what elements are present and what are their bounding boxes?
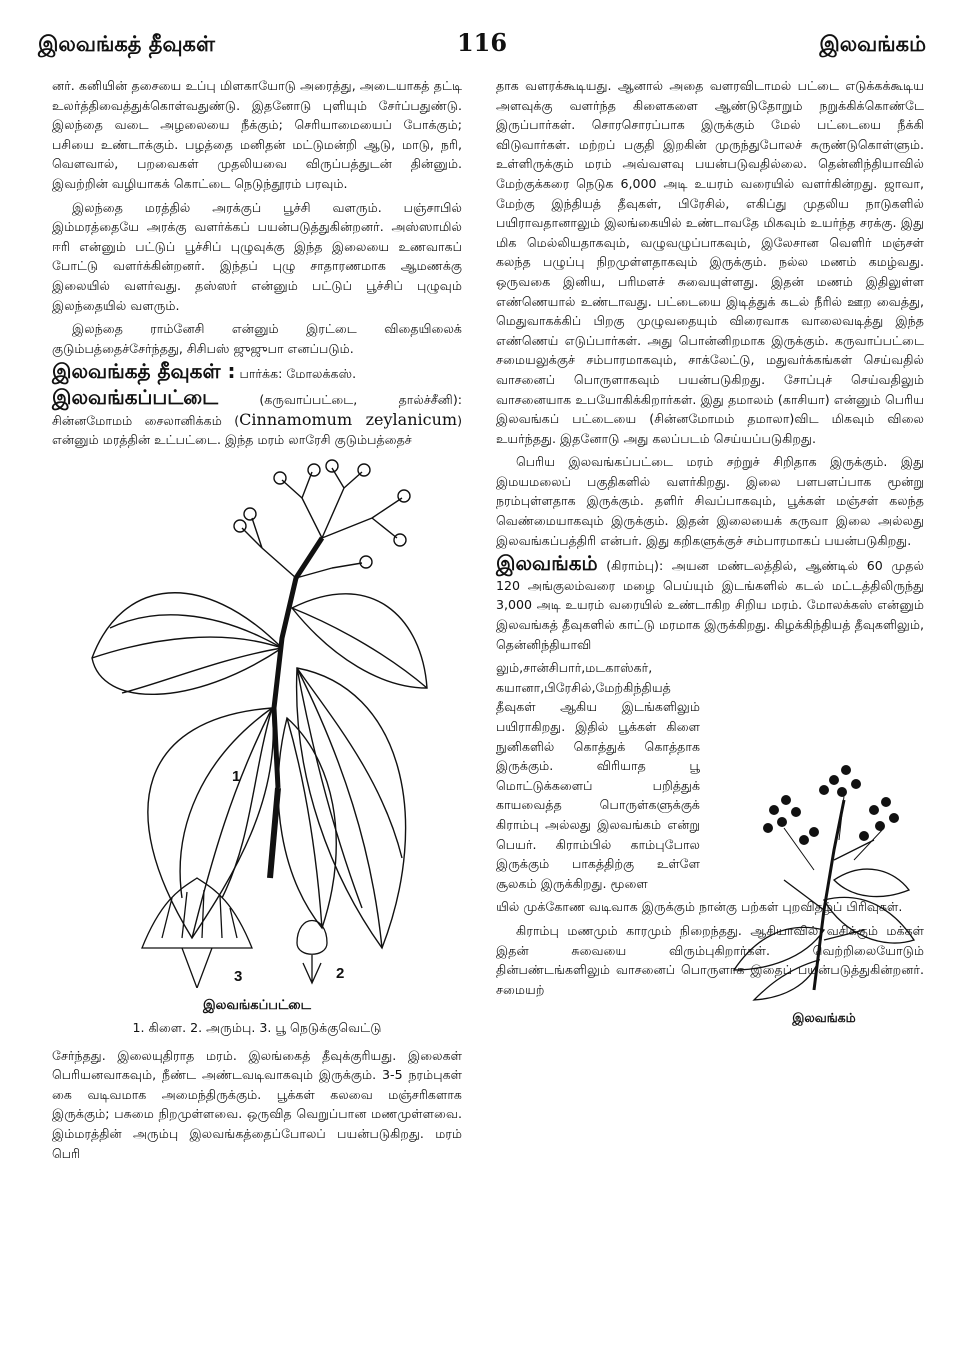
figure-label-2: 2: [336, 964, 345, 982]
figure-title: இலவங்கப்பட்டை: [203, 997, 311, 1013]
cinnamon-figure: [52, 458, 462, 1046]
paragraph: இலந்தை ராம்னேசி என்னும் இரட்டை விதையிலைக் குடும்பத்தைச்சேர்ந்தது, சிசிபஸ் ஜுஜுபா எனப்படும்.: [52, 321, 462, 356]
left-column: [52, 76, 462, 1167]
paragraph: தாக வளரக்கூடியது. ஆனால் அதை வளரவிடாமல் பட்டை எடுக்கக்கூடிய அளவுக்கு வளர்ந்த கிளைகளை ஆண்டுதோறும் நறுக்கிக்கொண்டே இருப்பார்கள். சொரசொரப்பாக இருக்கும் மேல் பட்டையை நீக்கி விடுவார்கள். மற்றப் பகுதி இறகின் முருந்துபோலச் சுருண்டுகொள்ளும். உள்ளிருக்கும் மரம் அவ்வளவு பயன்படுவதில்லை. தென்னிந்தியாவில் மேற்குக்கரை நெடுக 6,000 அடி உயரம் வரையில் வளர்கின்றது. ஜாவா, மேற்கு இந்தியத் தீவுகள், பிரேசில், எகிப்து முதலிய நாடுகளில் பயிராவதானாலும் இலங்கையில் உண்டாவதே மிகவும் உயர்ந்த சரக்கு. இது மிக மெல்லியதாகவும், வழுவழுப்பாகவும், இலேசான வெளிர் மஞ்சள் கலந்த பழுப்பு நிறமுள்ளதாகவும் இருக்கும். நல்ல மணம் கமழ்வது. ஒருவகை இனிய, பரிமளச் சுவையுள்ளது. இதன் மணம் இதிலுள்ள எண்ணெயால் உண்டாவது. பட்டையை இடித்துக் கடல் நீரில் ஊற வைத்து, மெதுவாகக்கிப் பிறகு முழுவதையும் விரைவாக வாலைவடித்து இந்த எண்ணெய் எடுப்பார்கள். அது பொன்னிறமாக இருக்கும். கருவாப்பட்டை சமையலுக்குச் சம்பாரமாகவும், சாக்லேட்டு, மதுவர்க்கங்கள் செய்வதில் வாசனைப் பொருளாகவும் பயன்படுகிறது. சோப்புச் செய்வதிலும் வாசனையாக உபயோகிக்கிறார்கள். இது தமாலம் (காசியா) என்னும் பெரிய இலவங்கப் பட்டையை (சின்னமோமம் தமாலா)விட மிகவும் விலை உயர்ந்தது. இதனோடு அது கலப்படம் செய்யப்படுகிறது.: [496, 78, 924, 446]
paragraph: லும்,சான்சிபார்,மடகாஸ்கர், கயானா,பிரேசில்,மேற்கிந்தியத் தீவுகள் ஆகிய இடங்களிலும் பயிராகிறது. இதில் பூக்கள் கிளை நுனிகளில் கொத்துக் கொத்தாக இருக்கும். விரியாத பூ மொட்டுக்களைப் பறித்துக் காயவைத்த பொருள்களுக்குக் கிராம்பு அல்லது இலவங்கம் என்று பெயர். கிராம்பில் காம்புபோல இருக்கும் பாகத்திற்கு உள்ளே சூலகம் இருக்கிறது. மூளை: [496, 660, 700, 891]
entry-text: பார்க்க: மோலக்கஸ்.: [239, 366, 357, 382]
paragraph: பெரிய இலவங்கப்பட்டை மரம் சற்றுச் சிறிதாக இருக்கும். இது இமயமலைப் பகுதிகளில் வளர்கிறது. இலை பளபளப்பாக மூன்று நரம்புள்ளதாக இருக்கும். தளிர் சிவப்பாகவும், பூக்கள் மஞ்சள் கலந்த வெண்மையாகவும் இருக்கும். இதன் இலையைக் கருவா இலை அல்லது இலவங்கப்பத்திரி என்பர். இது கறிகளுக்குச் சம்பாரமாகப் பயன்படுகிறது.: [496, 454, 924, 548]
clove-illustration: [724, 740, 924, 1002]
entry-heading: இலவங்கப்பட்டை: [52, 384, 219, 409]
figure-caption: 1. கிளை. 2. அரும்பு. 3. பூ நெடுக்குவெட்டு: [132, 1019, 382, 1035]
paragraph: யில் முக்கோண வடிவாக இருக்கும் நான்கு பற்கள் புறவிதழ்ப் பிரிவுகள்.: [496, 899, 903, 915]
paragraph: கிராம்பு மணமும் காரமும் நிறைந்தது. ஆசியாவில் வசிக்கும் மக்கள் இதன் சுவையை விரும்புகிறார்கள். வெற்றிலையோடும் தின்பண்டங்களிலும் வாசனைப் பொருளாக இதைப் பயன்படுத்துகின்றனர். சமையற்: [496, 922, 924, 997]
header-left-title: இலவங்கத் தீவுகள்: [38, 32, 215, 56]
paragraph: னர். கனியின் தசையை உப்பு மிளகாயோடு அரைத்து, அடையாகத் தட்டி உலர்த்திவைத்துக்கொள்வதுண்டு. இதனோடு புளியும் சேர்ப்பதுண்டு. இலந்தை வடை அழலையை நீக்கும்; செரியாமையைப் போக்கும்; பசியை உண்டாக்கும். பழத்தை மனிதன் மட்டுமன்றி ஆடு, மாடு, நரி, வௌவால், பறவைகள் முதலியவை விருப்பத்துடன் தின்னும். இவற்றின் வழியாகக் கொட்டை நெடுந்தூரம் பரவும்.: [52, 78, 462, 191]
right-column: [496, 76, 924, 1026]
clove-figure: [724, 740, 924, 1026]
entry-ilavangappattai: [52, 384, 462, 450]
entry-ilavangam: [496, 551, 924, 654]
page-header: [38, 24, 926, 64]
paragraph: இலந்தை மரத்தில் அரக்குப் பூச்சி வளரும். பஞ்சாபில் இம்மரத்தையே அரக்கு வளர்க்கப் பயன்படுத்துகின்றனர். அஸ்ஸாமில் ஈரி என்னும் பட்டுப் பூச்சிப் புழுவுக்கு இந்த இலையை உணவாகப் போட்டு வளர்க்கின்றனர். இந்தப் புழு சாதாரணமாக ஆமணக்கு இலையில் வளர்வது. தஸ்ஸர் என்னும் பட்டுப் பூச்சிப் புழுவும் இலந்தையில் வளரும்.: [52, 199, 462, 313]
cinnamon-branch-illustration: [82, 458, 432, 988]
paragraph: சேர்ந்தது. இலையுதிராத மரம். இலங்கைத் தீவுக்குரியது. இலைகள் பெரியனவாகவும், நீண்ட அண்டவடிவாகவும் இருக்கும். 3-5 நரம்புகள் கை வடிவமாக அமைந்திருக்கும். பூக்கள் கலவை மஞ்சரிகளாக இருக்கும்; பசுமை நிறமுள்ளவை. ஒருவித வெறுப்பான மணமுள்ளவை. இம்மரத்தின் அரும்பு இலவங்கத்தைப்போலப் பயன்படுகிறது. மரம் பெரி: [52, 1047, 462, 1161]
entry-text: (கிராம்பு): அயன மண்டலத்தில், ஆண்டில் 60 முதல் 120 அங்குலம்வரை மழை பெய்யும் இடங்களில் கடல் மட்டத்திலிருந்து 3,000 அடி உயரம் வரையில் உண்டாகிற சிறிய மரம். மோலக்கஸ் என்னும் இலவங்கத் தீவுகளில் காட்டு மரமாக இருக்கிறது. கிழக்கிந்தியத் தீவுகளிலும், தென்னிந்தியாவி: [496, 558, 924, 652]
figure-label-1: 1: [232, 767, 241, 785]
header-right-title: இலவங்கம்: [819, 32, 926, 56]
entry-ilavangat-theevugal: [52, 359, 462, 384]
entry-heading: இலவங்கத் தீவுகள் :: [52, 359, 236, 384]
clove-figure-caption: இலவங்கம்: [792, 1010, 856, 1026]
entry-text: (கருவாப்பட்டை, தால்ச்சீனி): சின்னமோமம் சைலானிக்கம் (: [52, 391, 462, 428]
figure-label-3: 3: [234, 967, 243, 985]
entry-heading: இலவங்கம்: [496, 551, 598, 576]
latin-name: Cinnamomum zeylanicum: [239, 409, 458, 429]
page-number: 116: [456, 28, 508, 57]
entry-text: ) என்னும் மரத்தின் உட்பட்டை. இந்த மரம் லாரேசி குடும்பத்தைச்: [52, 412, 462, 448]
